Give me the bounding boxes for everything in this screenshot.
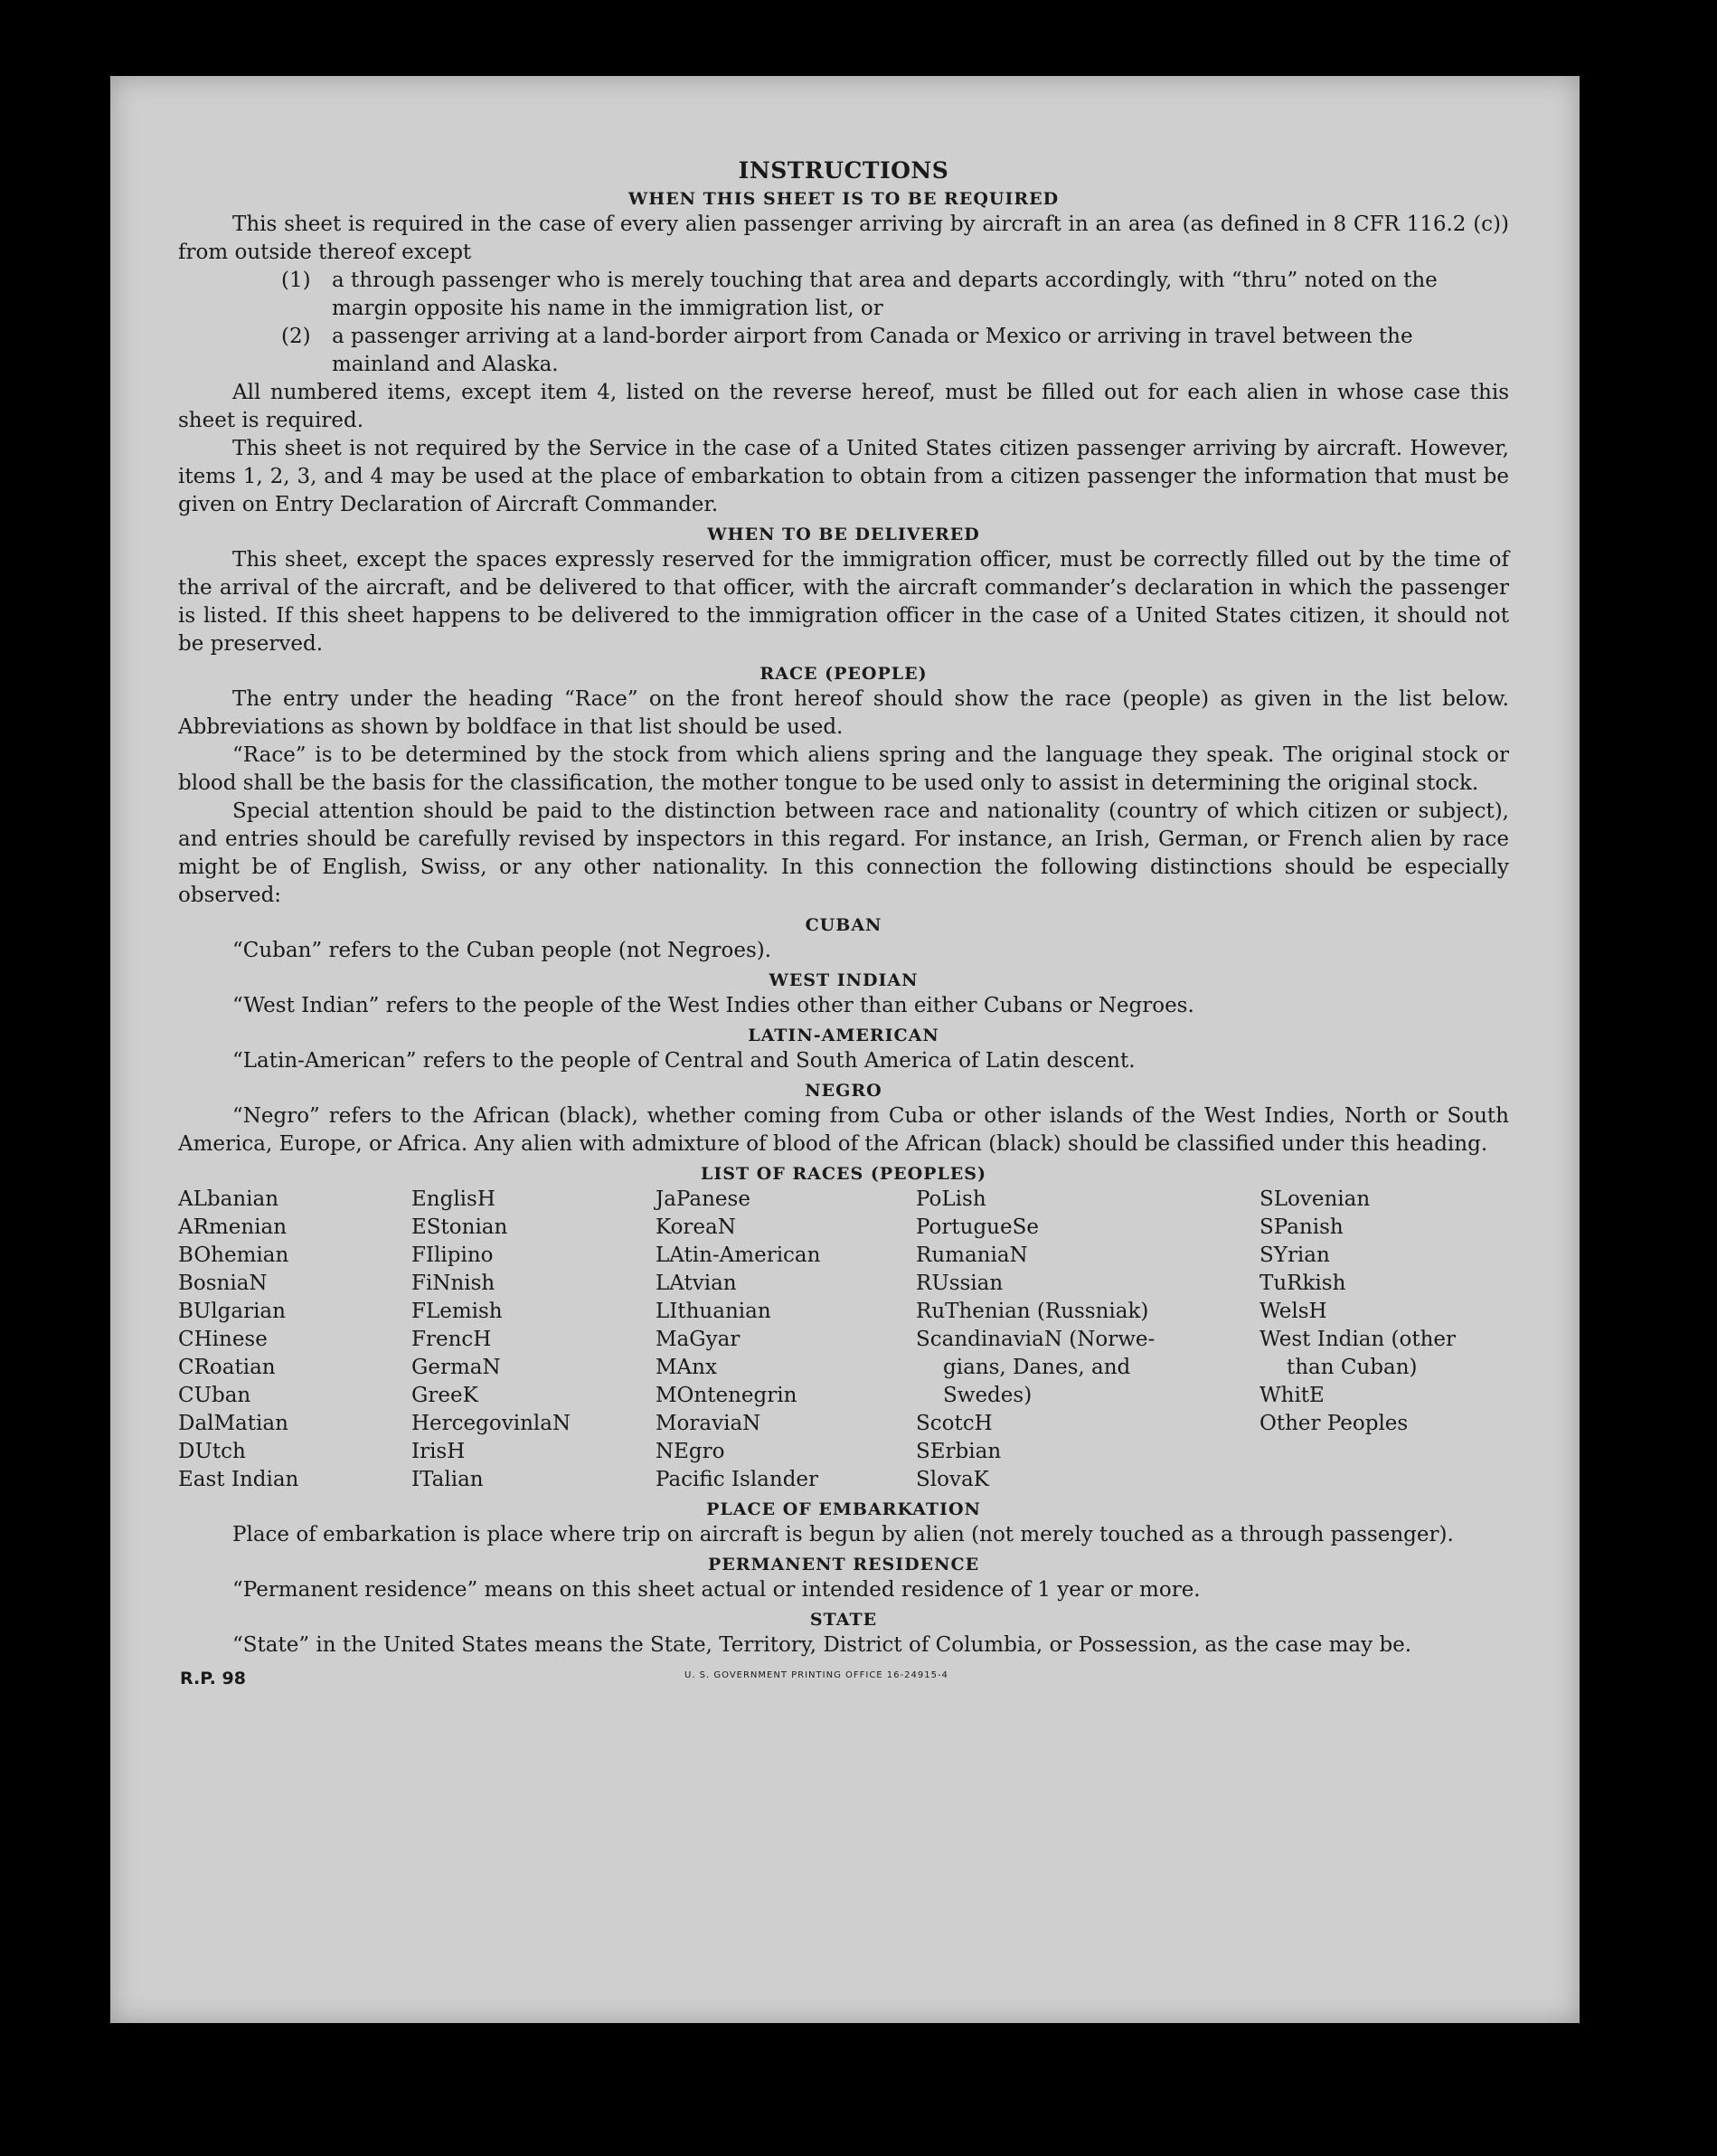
exception-item-2-text: a passenger arriving at a land-border airport from Canada or Mexico or arriving in travel between the mainland and Alaska.	[332, 325, 1413, 376]
race-entry: ScotcH	[916, 1412, 993, 1435]
race-entry: HercegovinlaN	[411, 1412, 571, 1435]
race-entry: IrisH	[411, 1440, 466, 1463]
state-paragraph: “State” in the United States means the State, Territory, District of Columbia, or Possession, as the case may be.	[232, 1633, 1412, 1657]
race-entry: EStonian	[411, 1215, 508, 1239]
heading-cuban: CUBAN	[805, 915, 882, 935]
latin-american-paragraph: “Latin-American” refers to the people of Central and South America of Latin descent.	[232, 1049, 1136, 1073]
race-entry: WelsH	[1259, 1300, 1327, 1323]
cuban-paragraph: “Cuban” refers to the Cuban people (not Negroes).	[232, 939, 772, 962]
delivered-paragraph: This sheet, except the spaces expressly reserved for the immigration officer, must be correctly filled out by the time of the arrival of the aircraft, and be delivered to that officer, with the aircraft commander’s declaration in which the passenger is listed. If this sheet happens to be delivered to the immigration officer in the case of a United States citizen, it should not be preserved.	[178, 548, 1509, 656]
required-paragraph-2: All numbered items, except item 4, listed on the reverse hereof, must be filled out for each alien in whose case this sheet is required.	[178, 381, 1509, 432]
exception-item-1	[178, 267, 1509, 323]
footer	[178, 1669, 1509, 1705]
race-entry: ALbanian	[178, 1187, 279, 1211]
race-entry: ScandinaviaN (Norwe-	[916, 1328, 1156, 1351]
race-entry: SlovaK	[916, 1468, 989, 1491]
race-entry: RuThenian (Russniak)	[916, 1300, 1149, 1323]
race-entry: KoreaN	[656, 1215, 736, 1239]
race-entry: LAtin-American	[656, 1243, 821, 1267]
page-title: INSTRUCTIONS	[738, 157, 949, 184]
race-entry: SLovenian	[1259, 1187, 1371, 1211]
heading-required: WHEN THIS SHEET IS TO BE REQUIRED	[627, 189, 1060, 209]
race-entry: WhitE	[1259, 1384, 1325, 1407]
race-entry: NEgro	[656, 1440, 725, 1463]
race-entry: MAnx	[656, 1356, 717, 1379]
race-entry: DUtch	[178, 1440, 246, 1463]
race-entry: RUssian	[916, 1272, 1004, 1295]
race-paragraph-3: Special attention should be paid to the distinction between race and nationality (country of which citizen or subject), and entries should be carefully revised by inspectors in this regard. For instance, an Irish, German, or French alien by race might be of English, Swiss, or any other nationality. In this connection the following distinctions should be especially observed:	[178, 799, 1509, 907]
race-entry: MoraviaN	[656, 1412, 761, 1435]
race-entry: West Indian (other	[1259, 1328, 1457, 1351]
race-entry: East Indian	[178, 1468, 299, 1491]
race-entry: FIlipino	[411, 1243, 494, 1267]
race-entry: PoLish	[916, 1187, 986, 1211]
race-entry: FLemish	[411, 1300, 503, 1323]
heading-embarkation: PLACE OF EMBARKATION	[706, 1499, 981, 1519]
heading-state: STATE	[809, 1610, 878, 1630]
exception-item-2-number: (2)	[281, 325, 311, 348]
races-column-1	[178, 1186, 411, 1494]
exception-item-1-text: a through passenger who is merely touching that area and departs accordingly, with “thru” noted on the margin opposite his name in the immigration list, or	[332, 269, 1438, 320]
races-list	[178, 1186, 1509, 1494]
races-column-4	[916, 1186, 1259, 1494]
race-entry: ITalian	[411, 1468, 484, 1491]
race-entry: FrencH	[411, 1328, 492, 1351]
race-entry: LAtvian	[656, 1272, 737, 1295]
race-paragraph-1: The entry under the heading “Race” on the front hereof should show the race (people) as given in the list below. Abbreviations as shown by boldface in that list should be used.	[178, 687, 1509, 739]
document-content	[178, 157, 1509, 1705]
heading-race: RACE (PEOPLE)	[759, 664, 928, 684]
race-entry: MaGyar	[656, 1328, 741, 1351]
race-entry: BOhemian	[178, 1243, 289, 1267]
printer-imprint: U. S. GOVERNMENT PRINTING OFFICE 16-24915-4	[684, 1670, 948, 1680]
heading-races-list: LIST OF RACES (PEOPLES)	[701, 1164, 986, 1184]
race-entry: PortugueSe	[916, 1215, 1039, 1239]
race-entry: BosniaN	[178, 1272, 268, 1295]
heading-delivered: WHEN TO BE DELIVERED	[707, 525, 980, 544]
heading-west-indian: WEST INDIAN	[769, 970, 919, 990]
race-entry: CUban	[178, 1384, 251, 1407]
race-entry: Pacific Islander	[656, 1468, 819, 1491]
residence-paragraph: “Permanent residence” means on this sheet actual or intended residence of 1 year or more.	[232, 1578, 1201, 1602]
form-number: R.P. 98	[180, 1669, 246, 1688]
required-paragraph-3: This sheet is not required by the Service in the case of a United States citizen passenger arriving by aircraft. However, items 1, 2, 3, and 4 may be used at the place of embarkation to obtain from a citizen passenger the information that must be given on Entry Declaration of Aircraft Commander.	[178, 437, 1509, 516]
race-entry: ARmenian	[178, 1215, 288, 1239]
race-entry: JaPanese	[656, 1187, 750, 1211]
heading-residence: PERMANENT RESIDENCE	[707, 1555, 980, 1574]
race-entry: EnglisH	[411, 1187, 495, 1211]
race-entry: GreeK	[411, 1384, 478, 1407]
race-entry: CRoatian	[178, 1356, 276, 1379]
race-entry: Other Peoples	[1259, 1412, 1409, 1435]
race-entry: Swedes)	[943, 1384, 1033, 1407]
exception-item-1-number: (1)	[281, 269, 311, 292]
race-entry: SPanish	[1259, 1215, 1344, 1239]
race-entry: BUlgarian	[178, 1300, 286, 1323]
required-paragraph-1: This sheet is required in the case of every alien passenger arriving by aircraft in an area (as defined in 8 CFR 116.2 (c)) from outside thereof except	[178, 213, 1509, 264]
race-entry: gians, Danes, and	[943, 1356, 1131, 1379]
exception-item-2	[178, 323, 1509, 379]
race-entry: GermaN	[411, 1356, 501, 1379]
race-paragraph-2: “Race” is to be determined by the stock from which aliens spring and the language they speak. The original stock or blood shall be the basis for the classification, the mother tongue to be used only to assist in determining the original stock.	[178, 743, 1509, 795]
race-entry: FiNnish	[411, 1272, 495, 1295]
races-column-3	[656, 1186, 916, 1494]
race-entry: MOntenegrin	[656, 1384, 797, 1407]
races-column-2	[411, 1186, 656, 1494]
embarkation-paragraph: Place of embarkation is place where trip on aircraft is begun by alien (not merely touched as a through passenger).	[232, 1523, 1454, 1546]
race-entry: SErbian	[916, 1440, 1002, 1463]
document-page	[110, 76, 1580, 2023]
race-entry: RumaniaN	[916, 1243, 1028, 1267]
race-entry: SYrian	[1259, 1243, 1330, 1267]
heading-negro: NEGRO	[805, 1081, 882, 1101]
race-entry: TuRkish	[1259, 1272, 1346, 1295]
race-entry: than Cuban)	[1287, 1356, 1418, 1379]
negro-paragraph: “Negro” refers to the African (black), whether coming from Cuba or other islands of the West Indies, North or South America, Europe, or Africa. Any alien with admixture of blood of the African (black) should be classified under this heading.	[178, 1104, 1509, 1156]
races-column-5	[1259, 1186, 1509, 1494]
heading-latin-american: LATIN-AMERICAN	[748, 1026, 939, 1045]
race-entry: DalMatian	[178, 1412, 288, 1435]
race-entry: CHinese	[178, 1328, 268, 1351]
race-entry: LIthuanian	[656, 1300, 771, 1323]
west-indian-paragraph: “West Indian” refers to the people of the West Indies other than either Cubans or Negroes.	[232, 994, 1194, 1017]
